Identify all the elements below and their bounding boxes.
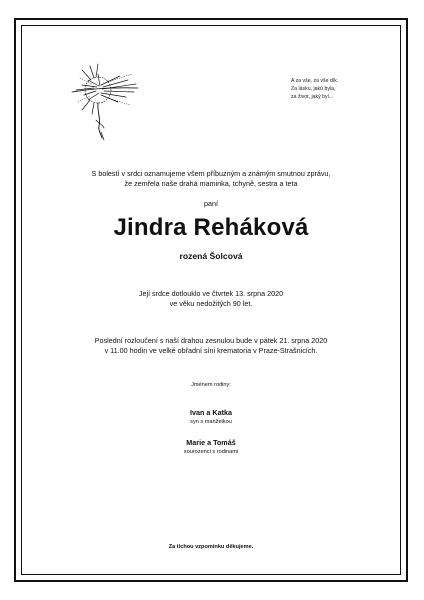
maiden-name: rozená Šolcová (179, 251, 243, 261)
closing-thanks: Za tichou vzpomínku děkujeme. (168, 544, 254, 550)
title-word: paní (204, 199, 218, 208)
announcement-line: S bolestí v srdci oznamujeme všem příbuzným a známým smutnou zprávu, (91, 169, 331, 178)
funeral-info-line: Poslední rozloučení s naší drahou zesnulou bude v pátek 21. srpna 2020 (94, 336, 328, 345)
mourner-entry (21, 408, 401, 426)
mourner-entry (21, 438, 401, 456)
mourner-relation: sourozenci s rodinami (183, 449, 239, 455)
sun-sketch-ornament (68, 60, 140, 142)
mourner-name: Ivan a Katka (190, 408, 232, 417)
death-info (21, 289, 401, 309)
on-behalf-label: Jménem rodiny: (191, 382, 231, 388)
mourner-name: Marie a Tomáš (186, 438, 236, 447)
death-info-line: Její srdce dotlouklo ve čtvrtek 13. srpna 2020 (138, 289, 284, 298)
funeral-info (21, 336, 401, 356)
deceased-name: Jindra Reháková (113, 214, 309, 241)
mourner-relation: syn s manželkou (190, 419, 232, 425)
funeral-info-line: v 11.00 hodin ve velké obřadní síni krematoria v Praze-Strašnicích. (104, 346, 318, 355)
motto-line: za život, jaký byl... (291, 94, 334, 100)
motto-line: A za vše, za vše dík. (291, 78, 339, 84)
death-info-line: ve věku nedožitých 90 let. (169, 299, 253, 308)
announcement-text (21, 169, 401, 189)
announcement-line: že zemřela naše drahá maminka, tchyně, sestra a teta (124, 179, 298, 188)
motto (291, 77, 338, 101)
motto-line: Za lásku, jakú byla, (291, 86, 336, 92)
